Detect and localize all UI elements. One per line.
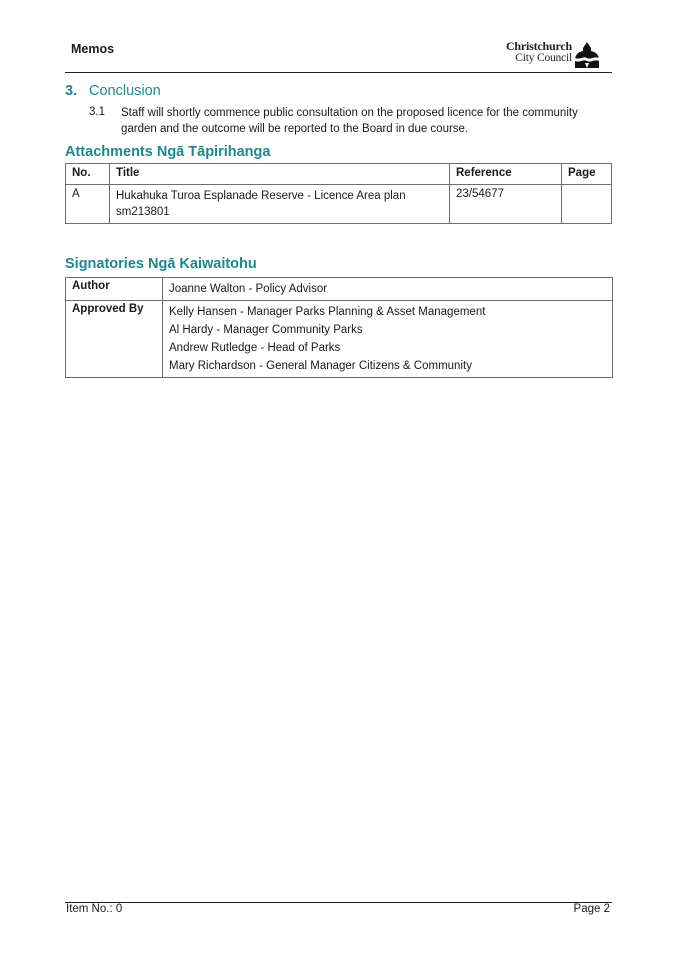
approved-by-list [163, 301, 613, 378]
logo-line-2: City Council [515, 52, 572, 64]
attachments-table [65, 163, 612, 224]
table-header-row [66, 164, 612, 185]
paragraph-number: 3.1 [89, 106, 105, 118]
header-rule [65, 72, 612, 73]
author-value [163, 278, 613, 301]
column-header-title: Title [110, 164, 450, 185]
footer-page-number: Page 2 [573, 903, 610, 915]
attachments-heading: Attachments Ngā Tāpirihanga [65, 144, 271, 160]
column-header-page: Page [562, 164, 612, 185]
signatories-table [65, 277, 613, 378]
signatories-heading: Signatories Ngā Kaiwaitohu [65, 256, 257, 272]
column-header-reference: Reference [450, 164, 562, 185]
attachment-no: A [66, 185, 110, 224]
logo-text [498, 40, 572, 64]
footer-item-no: Item No.: 0 [66, 903, 123, 915]
column-header-no: No. [66, 164, 110, 185]
attachment-reference: 23/54677 [450, 185, 562, 224]
header-title: Memos [71, 42, 115, 56]
table-row [66, 301, 613, 378]
table-row [66, 278, 613, 301]
author-label: Author [66, 278, 163, 301]
approver-1: Kelly Hansen - Manager Parks Planning & Asset Management [169, 306, 486, 318]
attachment-title: Hukahuka Turoa Esplanade Reserve - Licence Area plan sm213801 [110, 185, 450, 224]
author-name: Joanne Walton - Policy Advisor [169, 283, 328, 295]
logo-line-1: Christchurch [505, 39, 572, 53]
attachment-page [562, 185, 612, 224]
council-logo [498, 40, 602, 70]
section-number: 3. [65, 83, 78, 99]
table-row [66, 185, 612, 224]
approver-2: Al Hardy - Manager Community Parks [169, 324, 363, 336]
section-title: Conclusion [89, 83, 161, 99]
christchurch-cathedral-logo-icon [574, 41, 600, 69]
approved-by-label: Approved By [66, 301, 163, 378]
approver-3: Andrew Rutledge - Head of Parks [169, 342, 341, 354]
footer-rule [65, 902, 612, 903]
approver-4: Mary Richardson - General Manager Citizens & Community [169, 360, 472, 372]
paragraph-text: Staff will shortly commence public consultation on the proposed licence for the community garden and the outcome will be reported to the Board in due course. [121, 107, 578, 135]
